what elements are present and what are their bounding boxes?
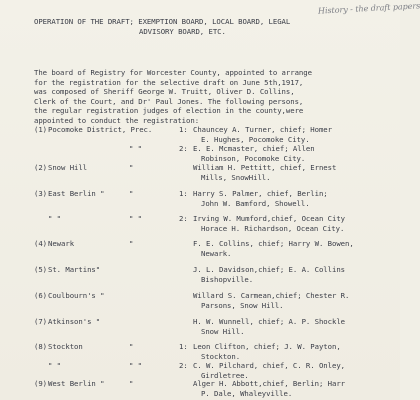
- district-name: Snow Hill: [48, 163, 88, 172]
- entry-number: (9): [34, 379, 48, 388]
- ditto-mark: " ": [129, 214, 143, 223]
- registrar-names-continued: Girdletree.: [201, 370, 249, 380]
- ditto-mark: " ": [129, 144, 143, 153]
- handwritten-margin-note: History - the draft papers: [317, 1, 420, 16]
- registrar-names-continued: Newark.: [201, 248, 232, 258]
- district-name: Stockton: [48, 342, 83, 351]
- registrar-names-continued: Stockton.: [201, 351, 241, 361]
- entry-number: (8): [34, 342, 48, 351]
- registrar-names: William H. Pettitt, chief, Ernest: [193, 163, 337, 172]
- document-heading: [34, 17, 374, 36]
- intro-line: The board of Registry for Worcester County, appointed to arrange: [34, 68, 312, 77]
- registrar-names: C. W. Pilchard, chief, C. R. Onley,: [193, 361, 346, 370]
- district-name: Newark: [48, 239, 75, 248]
- precinct-number: 1:: [179, 125, 188, 134]
- district-name: Atkinson's ": [48, 317, 101, 326]
- precinct-number: 1:: [179, 189, 188, 198]
- intro-line: appointed to conduct the registration:: [34, 115, 200, 125]
- district-name: St. Martins": [48, 265, 101, 274]
- intro-line: Clerk of the Court, and Dr' Paul Jones. The following persons,: [34, 96, 304, 106]
- entry-number: (2): [34, 163, 48, 172]
- registrar-names-continued: E. Hughes, Pocomoke City.: [201, 134, 310, 144]
- registrar-names: Willard S. Carmean,chief; Chester R.: [193, 291, 350, 300]
- entry-number: (4): [34, 239, 48, 248]
- heading-line-2: ADVISORY BOARD, ETC.: [139, 26, 226, 36]
- registrar-names-continued: P. Dale, Whaleyville.: [201, 388, 293, 398]
- registrar-names: J. L. Davidson,chief; E. A. Collins: [193, 265, 346, 274]
- ditto-mark: ": [129, 342, 134, 351]
- registrar-names-continued: Robinson, Pocomoke City.: [201, 153, 306, 163]
- registrar-names: Irving W. Mumford,chief, Ocean City: [193, 214, 346, 223]
- registrar-names: Harry S. Palmer, chief, Berlin;: [193, 189, 328, 198]
- intro-line: was composed of Sheriff George W. Truitt, Oliver D. Collins,: [34, 87, 295, 97]
- ditto-mark: ": [129, 189, 134, 198]
- registrar-names-continued: Mills, SnowHill.: [201, 172, 271, 182]
- district-name: West Berlin ": [48, 379, 105, 388]
- intro-paragraph: [34, 68, 374, 126]
- registrar-names: Alger H. Abbott,chief, Berlin; Harr: [193, 379, 346, 388]
- intro-line: the regular registration judges of election in the county,were: [34, 106, 304, 116]
- registrar-names: Leon Clifton, chief; J. W. Payton,: [193, 342, 341, 351]
- entry-number: (6): [34, 291, 48, 300]
- ditto-mark: " ": [129, 361, 143, 370]
- district-name: Coulbourn's ": [48, 291, 105, 300]
- heading-line-1: OPERATION OF THE DRAFT; EXEMPTION BOARD, LOCAL BOARD, LEGAL: [34, 17, 291, 26]
- district-name: " ": [48, 214, 62, 223]
- precinct-number: 2:: [179, 214, 188, 223]
- intro-line: for the registration for the selective draft on June 5th,1917,: [34, 77, 304, 87]
- precinct-number: 1:: [179, 342, 188, 351]
- registrar-names: H. W. Wunnell, chief; A. P. Shockle: [193, 317, 346, 326]
- registrar-names: E. E. Mcmaster, chief; Allen: [193, 144, 315, 153]
- registrar-names-continued: Parsons, Snow Hill.: [201, 300, 284, 310]
- registrar-names-continued: John W. Bamford, Showell.: [201, 198, 310, 208]
- precinct-number: 2:: [179, 361, 188, 370]
- precinct-number: 2:: [179, 144, 188, 153]
- district-name: Pocomoke District, Prec.: [48, 125, 153, 134]
- registrar-names-continued: Horace H. Richardson, Ocean City.: [201, 223, 345, 233]
- district-name: East Berlin ": [48, 189, 105, 198]
- registrar-names: F. E. Collins, chief; Harry W. Bowen,: [193, 239, 354, 248]
- ditto-mark: ": [129, 379, 134, 388]
- registrar-names: Chauncey A. Turner, chief; Homer: [193, 125, 332, 134]
- registrar-names-continued: Snow Hill.: [201, 326, 245, 336]
- entry-number: (7): [34, 317, 48, 326]
- entry-number: (1): [34, 125, 48, 134]
- ditto-mark: ": [129, 163, 134, 172]
- entry-number: (3): [34, 189, 48, 198]
- registrar-names-continued: Bishopville.: [201, 274, 254, 284]
- entry-number: (5): [34, 265, 48, 274]
- district-name: " ": [48, 361, 62, 370]
- ditto-mark: ": [129, 239, 134, 248]
